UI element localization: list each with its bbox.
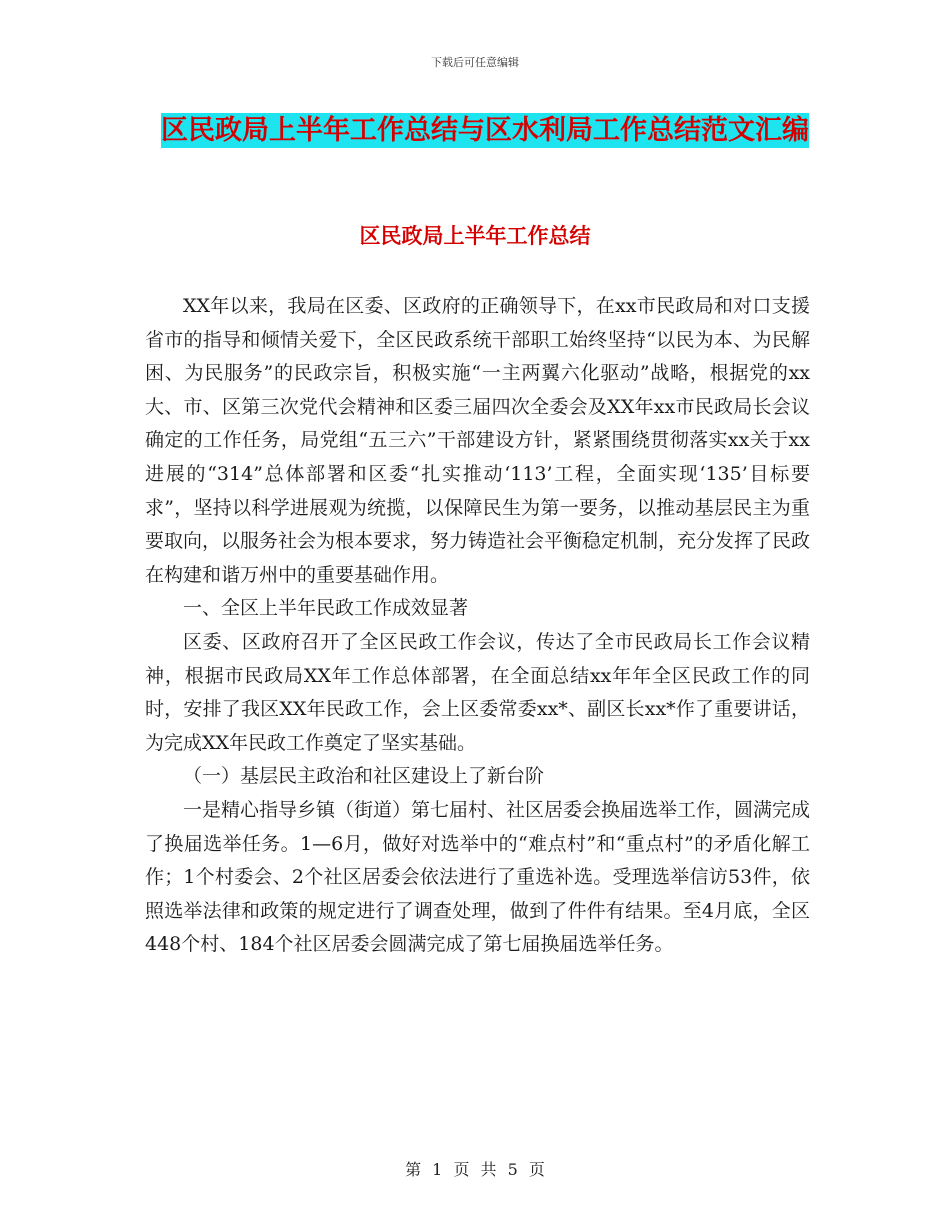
subheading-one: （一）基层民主政治和社区建设上了新台阶	[183, 765, 545, 788]
main-title	[145, 108, 825, 154]
heading-part-one: 一、全区上半年民政工作成效显著	[183, 597, 469, 620]
paragraph-meeting: 区委、区政府召开了全区民政工作会议，传达了全市民政局长工作会议精神，根据市民政局XX年工作总体部署，在全面总结xx年年全区民政工作的同时，安排了我区XX年民政工作，会上区委常委xx*、副区长xx*作了重要讲话，为完成XX年民政工作奠定了坚实基础。	[145, 630, 810, 754]
section-title: 区民政局上半年工作总结	[359, 224, 591, 248]
paragraph-elections: 一是精心指导乡镇（街道）第七届村、社区居委会换届选举工作，圆满完成了换届选举任务。1—6月，做好对选举中的“难点村”和“重点村”的矛盾化解工作；1个村委会、2个社区居委会依法进行了重选补选。受理选举信访53件，依照选举法律和政策的规定进行了调查处理，做到了件件有结果。至4月底，全区448个村、184个社区居委会圆满完成了第七届换届选举任务。	[145, 798, 811, 956]
paragraph-intro: XX年以来，我局在区委、区政府的正确领导下，在xx市民政局和对口支援省市的指导和倾情关爱下，全区民政系统干部职工始终坚持“以民为本、为民解困、为民服务”的民政宗旨，积极实施“一主两翼六化驱动”战略，根据党的xx大、市、区第三次党代会精神和区委三届四次全委会及XX年xx市民政局长会议确定的工作任务，局党组“五三六”干部建设方针，紧紧围绕贯彻落实xx关于xx进展的“314”总体部署和区委“扎实推动‘113’工程，全面实现‘135’目标要求”，坚持以科学进展观为统揽，以保障民生为第一要务，以推动基层民主为重要取向，以服务社会为根本要求，努力铸造社会平衡稳定机制，充分发挥了民政在构建和谐万州中的重要基础作用。	[145, 295, 811, 586]
page-footer: 第 1 页 共 5 页	[405, 1160, 545, 1179]
body-text	[145, 290, 810, 962]
main-title-text: 区民政局上半年工作总结与区水利局工作总结范文汇编	[161, 115, 809, 146]
header-note: 下载后可任意编辑	[431, 56, 519, 69]
